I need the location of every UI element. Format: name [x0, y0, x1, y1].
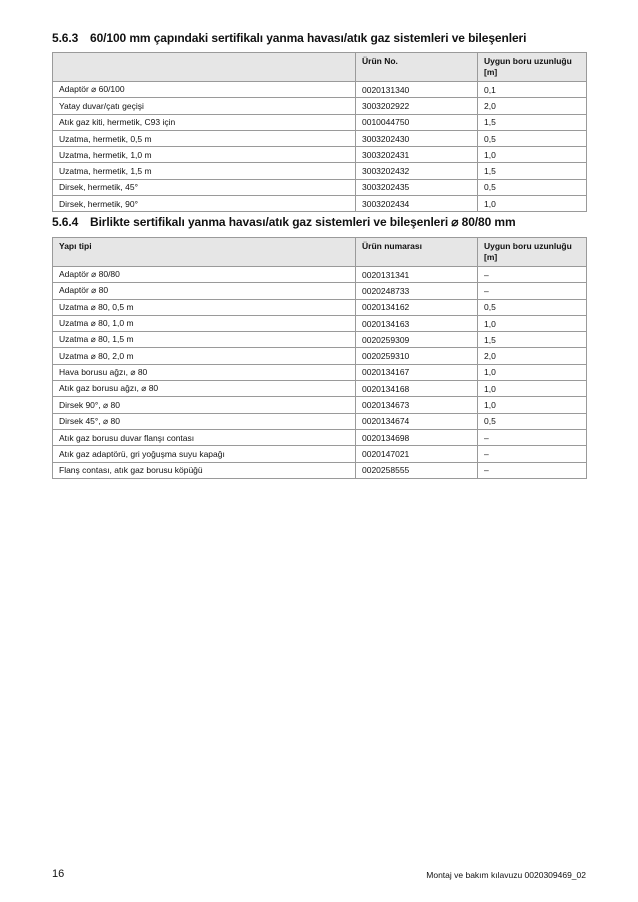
- table-cell: 0,5: [478, 130, 587, 146]
- table-cell: 0020134698: [356, 429, 478, 445]
- table-cell: 1,0: [478, 397, 587, 413]
- table-cell: 0010044750: [356, 114, 478, 130]
- section-564-heading: [52, 215, 516, 229]
- table-cell: 1,0: [478, 381, 587, 397]
- table-cell: Uzatma ⌀ 80, 1,5 m: [53, 332, 356, 348]
- table-row: [53, 446, 587, 462]
- table-cell: –: [478, 446, 587, 462]
- table-cell: Uzatma, hermetik, 1,5 m: [53, 163, 356, 179]
- table-cell: 1,0: [478, 196, 587, 212]
- table-cell: 1,5: [478, 114, 587, 130]
- table-cell: 0020259310: [356, 348, 478, 364]
- table-cell: Atık gaz borusu duvar flanşı contası: [53, 429, 356, 445]
- table-cell: Uzatma ⌀ 80, 1,0 m: [53, 315, 356, 331]
- table-cell: 0020134673: [356, 397, 478, 413]
- table-cell: 1,0: [478, 147, 587, 163]
- table-cell: 3003202430: [356, 130, 478, 146]
- document-reference: Montaj ve bakım kılavuzu 0020309469_02: [426, 870, 586, 880]
- table-cell: 0020134162: [356, 299, 478, 315]
- section-563-heading: [52, 31, 526, 45]
- column-header: [53, 53, 356, 82]
- table-cell: Hava borusu ağzı, ⌀ 80: [53, 364, 356, 380]
- table-cell: Dirsek, hermetik, 45°: [53, 179, 356, 195]
- table-cell: 0020147021: [356, 446, 478, 462]
- table-header-row: [53, 238, 587, 267]
- table-cell: 0,5: [478, 413, 587, 429]
- table-header-row: [53, 53, 587, 82]
- table-cell: 0020134168: [356, 381, 478, 397]
- table-row: [53, 283, 587, 299]
- section-title: 60/100 mm çapındaki sertifikalı yanma havası/atık gaz sistemleri ve bileşenleri: [90, 31, 527, 45]
- table-cell: Dirsek 90°, ⌀ 80: [53, 397, 356, 413]
- table-cell: Uzatma, hermetik, 1,0 m: [53, 147, 356, 163]
- table-row: [53, 381, 587, 397]
- table-row: [53, 332, 587, 348]
- table-cell: –: [478, 283, 587, 299]
- table-row: [53, 196, 587, 212]
- section-title: Birlikte sertifikalı yanma havası/atık gaz sistemleri ve bileşenleri ⌀ 80/80 mm: [90, 215, 516, 229]
- table-row: [53, 315, 587, 331]
- table-cell: 0020134167: [356, 364, 478, 380]
- table-cell: –: [478, 267, 587, 283]
- column-header: Yapı tipi: [53, 238, 356, 267]
- table-row: [53, 98, 587, 114]
- table-cell: 0020134163: [356, 315, 478, 331]
- table-row: [53, 299, 587, 315]
- table-cell: 0020258555: [356, 462, 478, 478]
- table-cell: Atık gaz adaptörü, gri yoğuşma suyu kapağı: [53, 446, 356, 462]
- table-cell: Adaptör ⌀ 80: [53, 283, 356, 299]
- table-cell: Flanş contası, atık gaz borusu köpüğü: [53, 462, 356, 478]
- table-cell: 1,0: [478, 315, 587, 331]
- table-cell: Uzatma, hermetik, 0,5 m: [53, 130, 356, 146]
- table-cell: 3003202922: [356, 98, 478, 114]
- section-number: 5.6.4: [52, 215, 79, 229]
- table-cell: Atık gaz borusu ağzı, ⌀ 80: [53, 381, 356, 397]
- table-row: [53, 267, 587, 283]
- table-cell: 0,1: [478, 82, 587, 98]
- table-cell: 0020248733: [356, 283, 478, 299]
- table-row: [53, 147, 587, 163]
- table-cell: Dirsek, hermetik, 90°: [53, 196, 356, 212]
- table-cell: 3003202431: [356, 147, 478, 163]
- table-cell: 2,0: [478, 348, 587, 364]
- table-row: [53, 82, 587, 98]
- table-cell: 0020131341: [356, 267, 478, 283]
- column-header: Ürün numarası: [356, 238, 478, 267]
- table-row: [53, 163, 587, 179]
- table-cell: 3003202432: [356, 163, 478, 179]
- column-header: Uygun boru uzunluğu [m]: [478, 238, 587, 267]
- table-cell: –: [478, 462, 587, 478]
- table-row: [53, 179, 587, 195]
- table-cell: Adaptör ⌀ 60/100: [53, 82, 356, 98]
- table-cell: Uzatma ⌀ 80, 0,5 m: [53, 299, 356, 315]
- table-cell: 0020131340: [356, 82, 478, 98]
- table-cell: –: [478, 429, 587, 445]
- column-header: Ürün No.: [356, 53, 478, 82]
- table-cell: 0020134674: [356, 413, 478, 429]
- table-cell: 1,0: [478, 364, 587, 380]
- table-cell: 0,5: [478, 179, 587, 195]
- table-cell: 2,0: [478, 98, 587, 114]
- table-cell: 1,5: [478, 163, 587, 179]
- table-cell: Atık gaz kiti, hermetik, C93 için: [53, 114, 356, 130]
- table-cell: 1,5: [478, 332, 587, 348]
- section-number: 5.6.3: [52, 31, 79, 45]
- table-cell: 3003202434: [356, 196, 478, 212]
- table-row: [53, 114, 587, 130]
- table-row: [53, 348, 587, 364]
- table-row: [53, 462, 587, 478]
- table-row: [53, 429, 587, 445]
- table-cell: Yatay duvar/çatı geçişi: [53, 98, 356, 114]
- table-row: [53, 397, 587, 413]
- table-cell: Adaptör ⌀ 80/80: [53, 267, 356, 283]
- table-564: [52, 237, 587, 479]
- column-header: Uygun boru uzunluğu [m]: [478, 53, 587, 82]
- table-row: [53, 130, 587, 146]
- table-row: [53, 413, 587, 429]
- page-number: 16: [52, 868, 65, 880]
- table-cell: 0020259309: [356, 332, 478, 348]
- table-cell: 0,5: [478, 299, 587, 315]
- table-cell: Uzatma ⌀ 80, 2,0 m: [53, 348, 356, 364]
- table-cell: 3003202435: [356, 179, 478, 195]
- table-cell: Dirsek 45°, ⌀ 80: [53, 413, 356, 429]
- table-563: [52, 52, 587, 212]
- table-row: [53, 364, 587, 380]
